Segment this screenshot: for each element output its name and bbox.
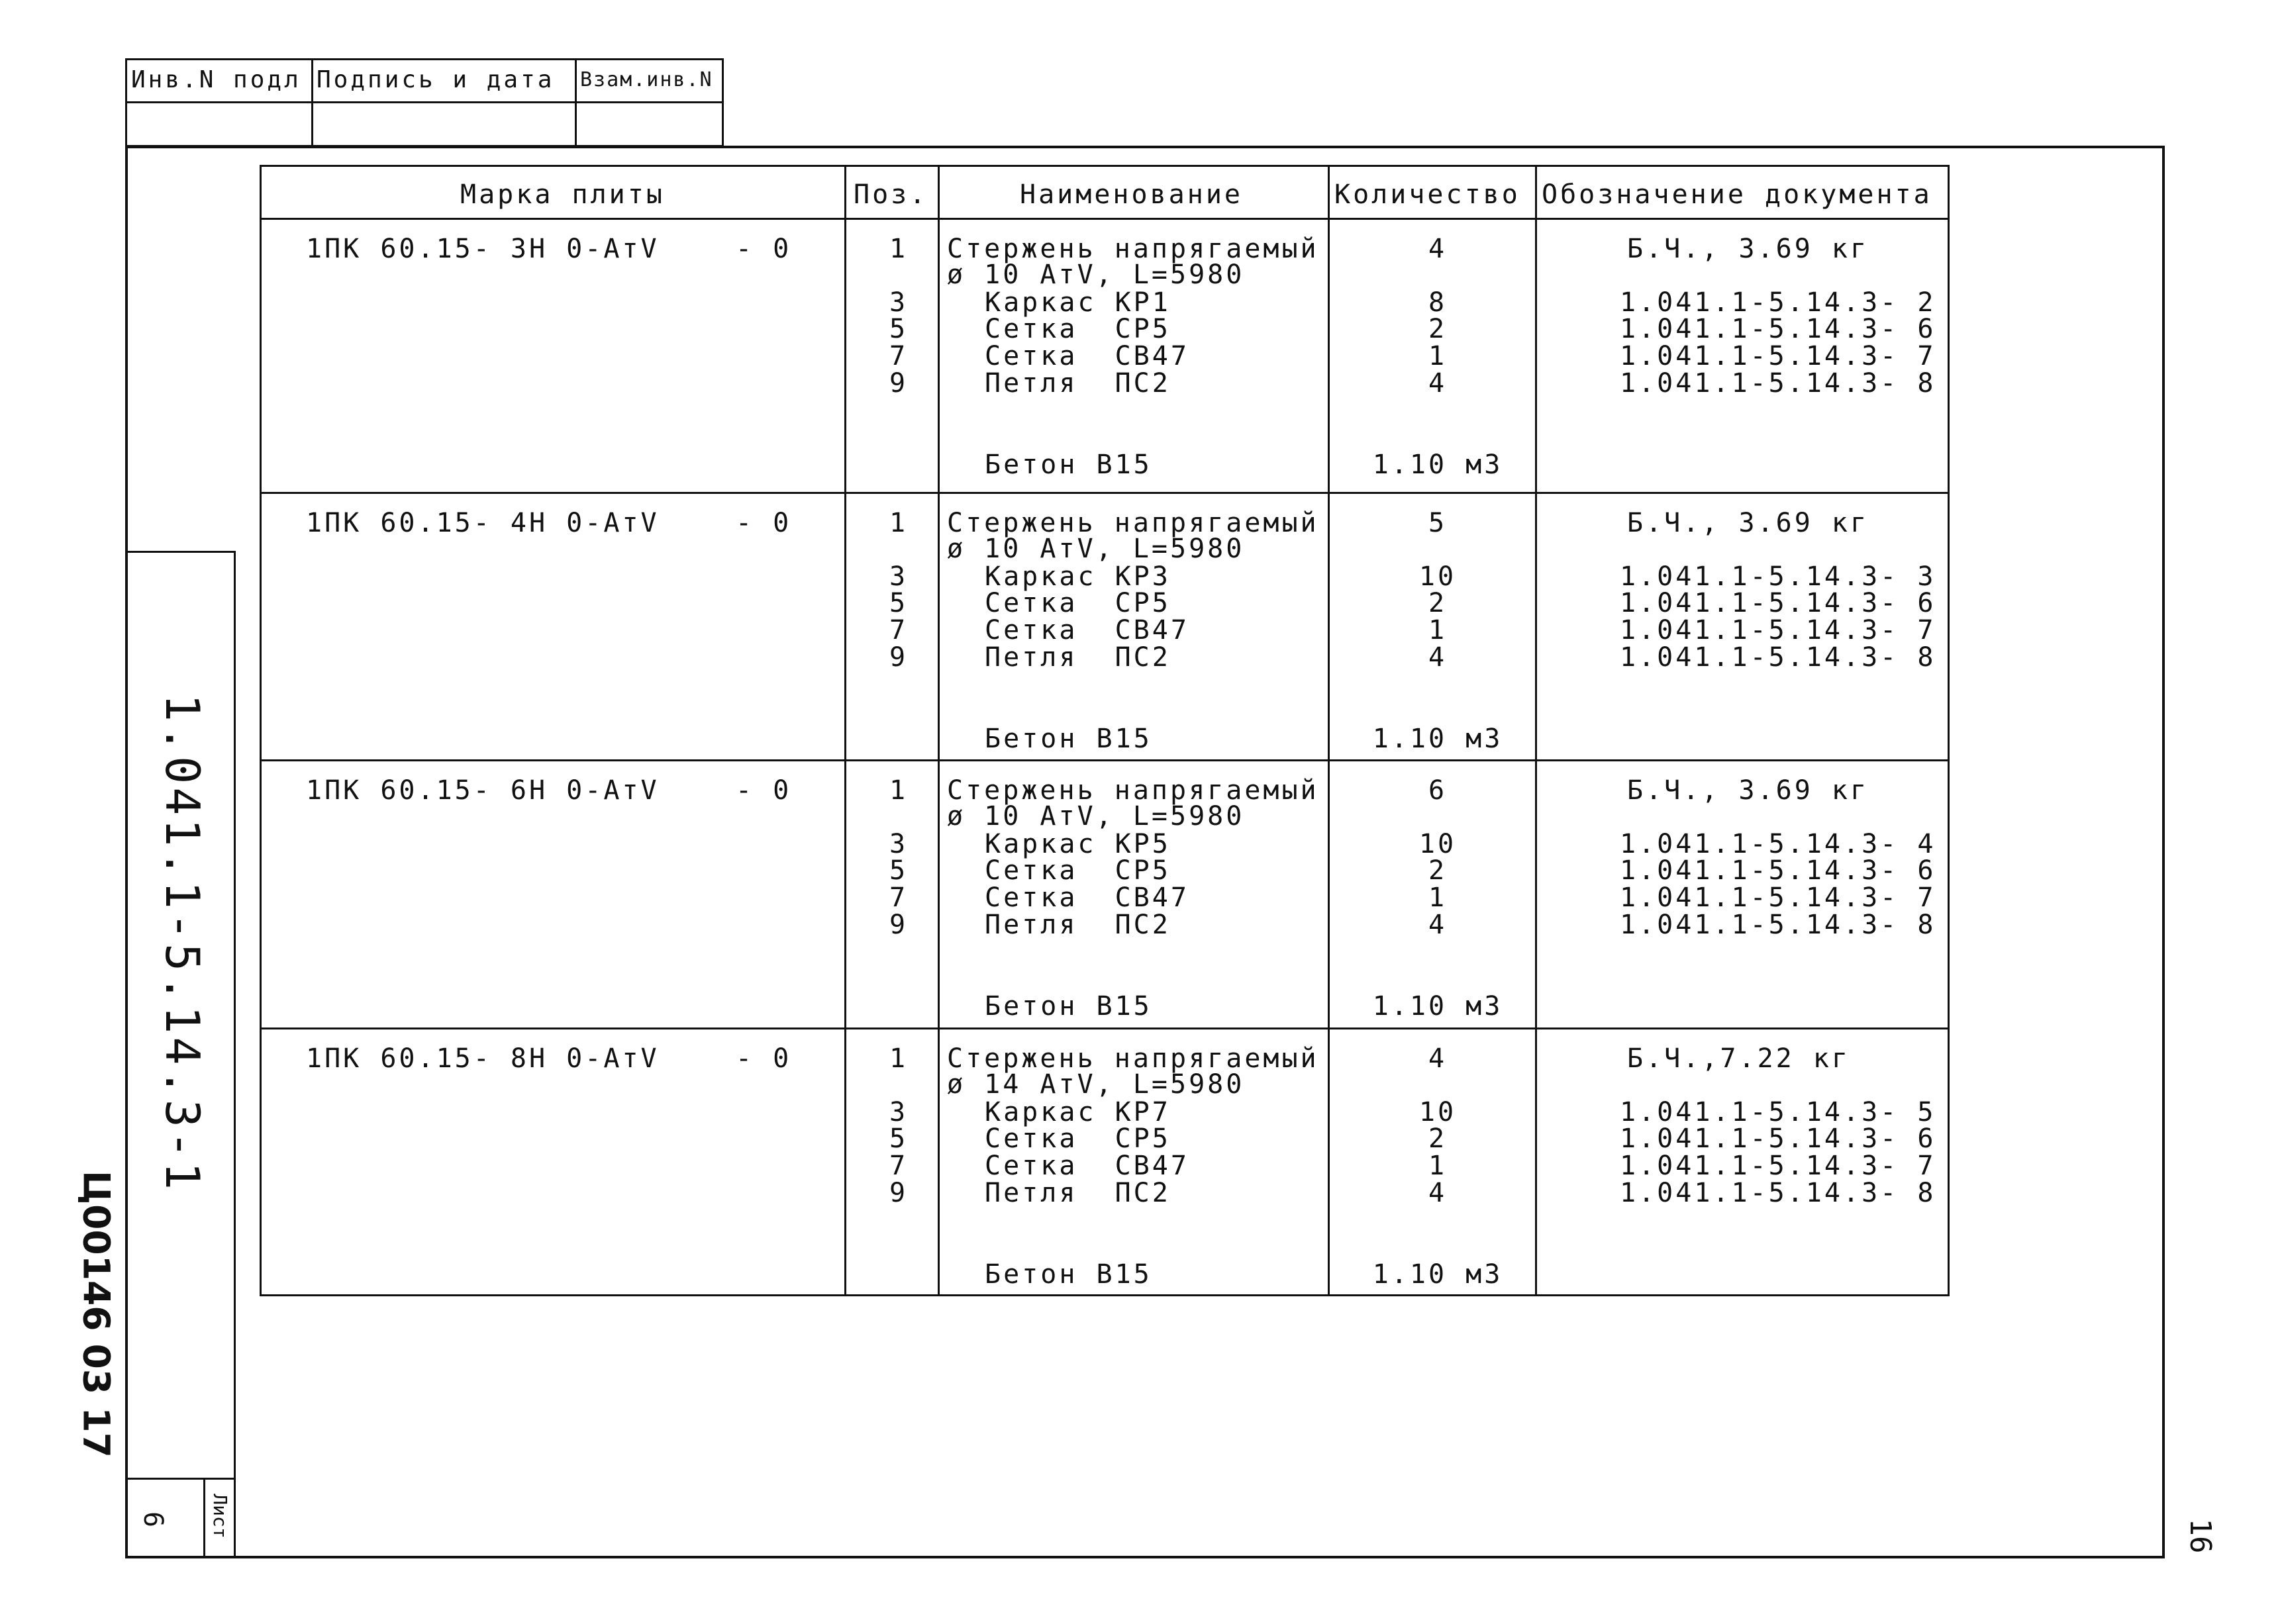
sheet-box-divider — [125, 1478, 236, 1480]
item-quantity: 4 — [1428, 910, 1448, 940]
item-name: Сетка СВ47 — [985, 341, 1189, 371]
item-name: Петля ПС2 — [985, 368, 1171, 399]
document-reference: 1.041.1-5.14.3- 6 — [1620, 1123, 1936, 1154]
item-name: Сетка СВ47 — [985, 1151, 1189, 1181]
item-name: Сетка СР5 — [985, 588, 1171, 618]
item-name: Петля ПС2 — [985, 910, 1171, 940]
item-quantity: 10 — [1418, 829, 1457, 859]
document-designation: 1.041.1-5.14.3-1 — [155, 693, 209, 1194]
plate-mark-suffix: - 0 — [736, 775, 792, 806]
document-reference: 1.041.1-5.14.3- 3 — [1620, 561, 1936, 592]
item-spec: ø 10 АтV, L=5980 — [947, 534, 1245, 564]
position-number: 9 — [889, 1178, 909, 1208]
position-number: 3 — [889, 829, 909, 859]
item-name: Петля ПС2 — [985, 1178, 1171, 1208]
header-quantity: Количество — [1334, 179, 1520, 210]
plate-mark: 1ПК 60.15- 6Н 0-АтV — [306, 775, 660, 806]
item-name: Стержень напрягаемый — [947, 1043, 1319, 1074]
plate-mark-suffix: - 0 — [736, 508, 792, 538]
item-spec: ø 10 АтV, L=5980 — [947, 801, 1245, 832]
item-name: Каркас КР5 — [985, 829, 1171, 859]
document-reference: 1.041.1-5.14.3- 7 — [1620, 1151, 1936, 1181]
plate-mark: 1ПК 60.15- 3Н 0-АтV — [306, 234, 660, 264]
item-quantity: 10 — [1418, 1097, 1457, 1127]
document-reference: Б.Ч., 3.69 кг — [1627, 508, 1869, 538]
position-number: 9 — [889, 368, 909, 399]
item-quantity: 4 — [1428, 234, 1448, 264]
table-row — [260, 218, 1950, 493]
document-reference: 1.041.1-5.14.3- 5 — [1620, 1097, 1936, 1127]
document-reference: 1.041.1-5.14.3- 8 — [1620, 368, 1936, 399]
plate-mark-suffix: - 0 — [736, 234, 792, 264]
item-name: Каркас КР7 — [985, 1097, 1171, 1127]
document-reference: 1.041.1-5.14.3- 7 — [1620, 883, 1936, 913]
position-number: 5 — [889, 1123, 909, 1154]
document-reference: 1.041.1-5.14.3- 7 — [1620, 615, 1936, 645]
document-reference: 1.041.1-5.14.3- 6 — [1620, 855, 1936, 886]
item-name: Стержень напрягаемый — [947, 508, 1319, 538]
position-number: 9 — [889, 642, 909, 673]
item-quantity: 6 — [1428, 775, 1448, 806]
item-name: Сетка СР5 — [985, 314, 1171, 344]
item-quantity: 1 — [1428, 1151, 1448, 1181]
item-quantity: 4 — [1428, 1178, 1448, 1208]
table-row — [260, 1028, 1950, 1296]
position-number: 7 — [889, 341, 909, 371]
stamp-signature-label: Подпись и дата — [317, 66, 555, 93]
header-document: Обозначение документа — [1542, 179, 1932, 210]
position-number: 3 — [889, 287, 909, 318]
position-number: 5 — [889, 855, 909, 886]
concrete-quantity: 1.10 м3 — [1372, 991, 1503, 1022]
item-quantity: 4 — [1428, 642, 1448, 673]
item-quantity: 1 — [1428, 615, 1448, 645]
stamp-inventory-label: Инв.N подл — [131, 66, 301, 93]
item-quantity: 2 — [1428, 588, 1448, 618]
document-reference: 1.041.1-5.14.3- 4 — [1620, 829, 1936, 859]
item-name: Стержень напрягаемый — [947, 234, 1319, 264]
header-name: Наименование — [1020, 179, 1243, 210]
document-reference: 1.041.1-5.14.3- 8 — [1620, 642, 1936, 673]
position-number: 7 — [889, 615, 909, 645]
document-reference: 1.041.1-5.14.3- 6 — [1620, 588, 1936, 618]
sheet-number: 6 — [138, 1511, 168, 1528]
position-number: 5 — [889, 314, 909, 344]
item-name: Каркас КР1 — [985, 287, 1171, 318]
concrete-quantity: 1.10 м3 — [1372, 724, 1503, 754]
plate-mark: 1ПК 60.15- 4Н 0-АтV — [306, 508, 660, 538]
document-reference: Б.Ч., 3.69 кг — [1627, 234, 1869, 264]
header-position: Поз. — [854, 179, 928, 210]
item-name: Каркас КР3 — [985, 561, 1171, 592]
table-row — [260, 493, 1950, 760]
item-quantity: 8 — [1428, 287, 1448, 318]
position-number: 1 — [889, 508, 909, 538]
item-quantity: 2 — [1428, 1123, 1448, 1154]
concrete-name: Бетон В15 — [985, 724, 1152, 754]
concrete-name: Бетон В15 — [985, 450, 1152, 480]
item-quantity: 2 — [1428, 314, 1448, 344]
item-name: Стержень напрягаемый — [947, 775, 1319, 806]
item-name: Сетка СВ47 — [985, 615, 1189, 645]
document-reference: 1.041.1-5.14.3- 2 — [1620, 287, 1936, 318]
document-reference: Б.Ч., 3.69 кг — [1627, 775, 1869, 806]
table-row — [260, 760, 1950, 1028]
item-quantity: 10 — [1418, 561, 1457, 592]
stamp-row-divider — [125, 101, 724, 103]
concrete-name: Бетон В15 — [985, 991, 1152, 1022]
position-number: 7 — [889, 1151, 909, 1181]
stamp-column-divider — [311, 58, 313, 147]
position-number: 9 — [889, 910, 909, 940]
document-reference: 1.041.1-5.14.3- 6 — [1620, 314, 1936, 344]
position-number: 3 — [889, 561, 909, 592]
item-quantity: 1 — [1428, 883, 1448, 913]
sheet-label: Лист — [209, 1494, 231, 1539]
document-reference: 1.041.1-5.14.3- 7 — [1620, 341, 1936, 371]
position-number: 1 — [889, 234, 909, 264]
position-number: 5 — [889, 588, 909, 618]
item-name: Сетка СВ47 — [985, 883, 1189, 913]
stamp-replacement-label: Взам.инв.N — [580, 68, 713, 91]
position-number: 3 — [889, 1097, 909, 1127]
item-spec: ø 10 АтV, L=5980 — [947, 260, 1245, 290]
position-number: 1 — [889, 1043, 909, 1074]
document-reference: 1.041.1-5.14.3- 8 — [1620, 1178, 1936, 1208]
item-quantity: 4 — [1428, 1043, 1448, 1074]
item-name: Сетка СР5 — [985, 1123, 1171, 1154]
plate-mark-suffix: - 0 — [736, 1043, 792, 1074]
item-quantity: 1 — [1428, 341, 1448, 371]
header-mark: Марка плиты — [460, 179, 665, 210]
concrete-quantity: 1.10 м3 — [1372, 450, 1503, 480]
item-quantity: 4 — [1428, 368, 1448, 399]
position-number: 7 — [889, 883, 909, 913]
page-number: 16 — [2183, 1518, 2217, 1554]
item-name: Сетка СР5 — [985, 855, 1171, 886]
item-quantity: 5 — [1428, 508, 1448, 538]
concrete-quantity: 1.10 м3 — [1372, 1259, 1503, 1290]
plate-mark: 1ПК 60.15- 8Н 0-АтV — [306, 1043, 660, 1074]
sheet-box-column-divider — [203, 1478, 205, 1558]
item-quantity: 2 — [1428, 855, 1448, 886]
handwritten-archive-number: Ц00146 03 17 — [75, 1170, 118, 1458]
concrete-name: Бетон В15 — [985, 1259, 1152, 1290]
document-reference: 1.041.1-5.14.3- 8 — [1620, 910, 1936, 940]
document-reference: Б.Ч.,7.22 кг — [1627, 1043, 1850, 1074]
stamp-column-divider — [575, 58, 577, 147]
item-name: Петля ПС2 — [985, 642, 1171, 673]
position-number: 1 — [889, 775, 909, 806]
item-spec: ø 14 АтV, L=5980 — [947, 1069, 1245, 1100]
